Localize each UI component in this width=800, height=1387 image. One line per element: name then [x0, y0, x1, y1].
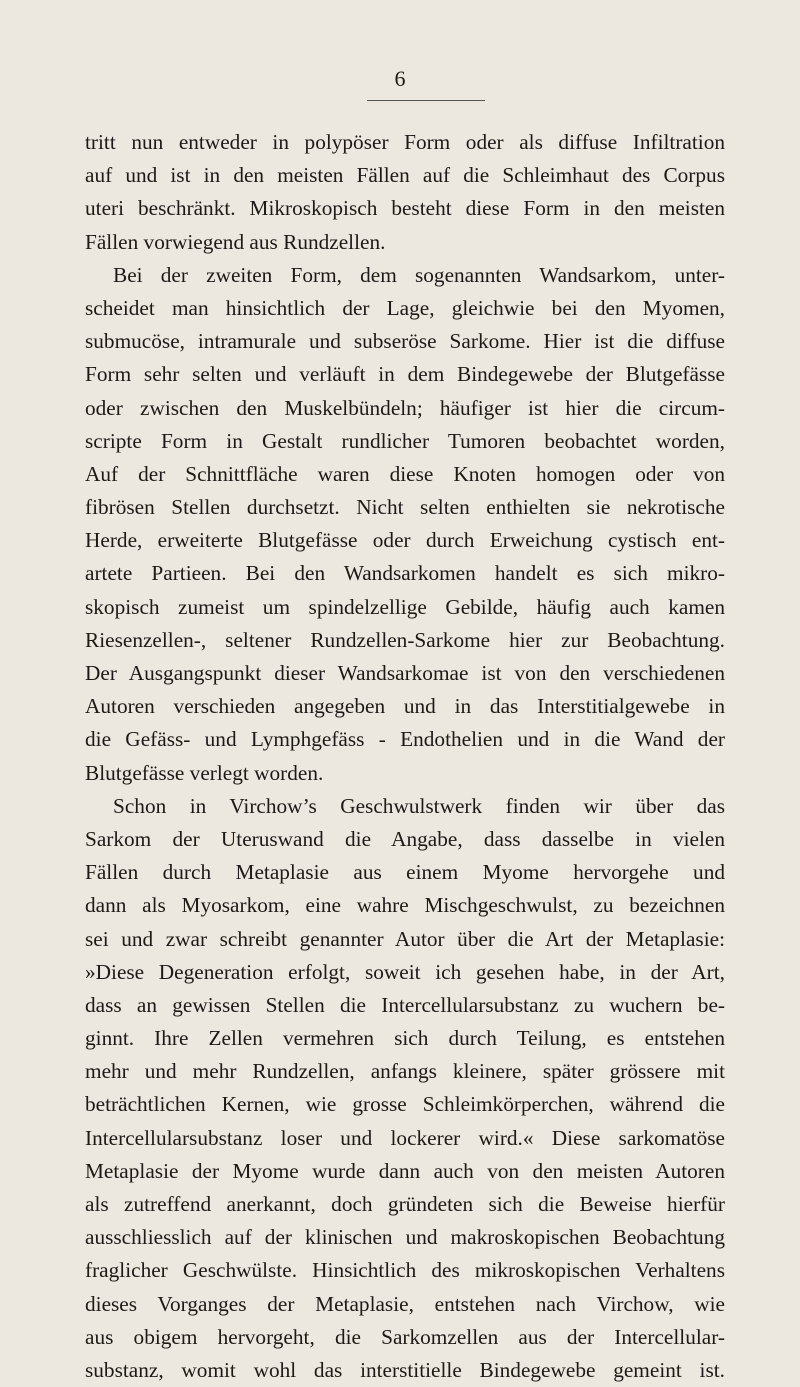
text-line: Herde, erweiterte Blutgefässe oder durch Erweichung cystisch ent-	[85, 528, 725, 553]
text-line: Sarkom der Uteruswand die Angabe, dass dasselbe in vielen	[85, 826, 725, 851]
text-line: Fällen vorwiegend aus Rundzellen.	[85, 229, 386, 254]
text-line: ginnt. Ihre Zellen vermehren sich durch Teilung, es entstehen	[85, 1026, 725, 1051]
text-line: Autoren verschieden angegeben und in das Interstitialgewebe in	[85, 694, 725, 719]
text-line: dann als Myosarkom, eine wahre Mischgeschwulst, zu bezeichnen	[85, 893, 725, 918]
text-line: Intercellularsubstanz loser und lockerer wird.« Diese sarkomatöse	[85, 1125, 725, 1150]
text-line: als zutreffend anerkannt, doch gründeten sich die Beweise hierfür	[85, 1192, 725, 1216]
text-line: Auf der Schnittfläche waren diese Knoten homogen oder von	[85, 461, 725, 486]
text-line: dieses Vorganges der Metaplasie, entstehen nach Virchow, wie	[85, 1291, 725, 1316]
text-line: Form sehr selten und verläuft in dem Bindegewebe der Blutgefässe	[85, 362, 725, 387]
text-line: Metaplasie der Myome wurde dann auch von den meisten Autoren	[85, 1158, 725, 1183]
text-line: Schon in Virchow’s Geschwulstwerk finden wir über das	[113, 793, 725, 818]
text-line: scheidet man hinsichtlich der Lage, gleichwie bei den Myomen,	[85, 295, 725, 320]
text-line: »Diese Degeneration erfolgt, soweit ich gesehen habe, in der Art,	[85, 959, 725, 984]
page-number: 6	[394, 66, 406, 91]
text-line: auf und ist in den meisten Fällen auf die Schleimhaut des Corpus	[85, 163, 725, 188]
text-body	[85, 126, 725, 1387]
text-line: tritt nun entweder in polypöser Form oder als diffuse Infiltration	[85, 130, 725, 154]
text-line: fibrösen Stellen durchsetzt. Nicht selten enthielten sie nekrotische	[85, 495, 725, 520]
text-line: dass an gewissen Stellen die Intercellularsubstanz zu wuchern be-	[85, 992, 725, 1017]
text-line: mehr und mehr Rundzellen, anfangs kleinere, später grössere mit	[85, 1059, 725, 1084]
text-line: fraglicher Geschwülste. Hinsichtlich des mikroskopischen Verhaltens	[85, 1258, 725, 1283]
text-line: scripte Form in Gestalt rundlicher Tumoren beobachtet worden,	[85, 428, 725, 453]
text-line: skopisch zumeist um spindelzellige Gebilde, häufig auch kamen	[85, 594, 725, 619]
text-line: oder zwischen den Muskelbündeln; häufiger ist hier die circum-	[85, 395, 725, 420]
text-line: submucöse, intramurale und subseröse Sarkome. Hier ist die diffuse	[85, 329, 725, 354]
text-line: aus obigem hervorgeht, die Sarkomzellen aus der Intercellular-	[85, 1324, 725, 1349]
text-line: Fällen durch Metaplasie aus einem Myome hervorgehe und	[85, 860, 725, 885]
text-line: Bei der zweiten Form, dem sogenannten Wandsarkom, unter-	[113, 262, 725, 287]
text-line: uteri beschränkt. Mikroskopisch besteht diese Form in den meisten	[85, 196, 725, 221]
text-line: beträchtlichen Kernen, wie grosse Schleimkörperchen, während die	[85, 1092, 725, 1117]
text-line: sei und zwar schreibt genannter Autor über die Art der Metaplasie:	[85, 926, 725, 951]
text-line: die Gefäss- und Lymphgefäss - Endothelien und in die Wand der	[85, 727, 725, 752]
text-line: ausschliesslich auf der klinischen und makroskopischen Beobachtung	[85, 1225, 725, 1250]
text-line: artete Partieen. Bei den Wandsarkomen handelt es sich mikro-	[85, 561, 725, 586]
header-rule	[367, 100, 485, 101]
text-line: Riesenzellen-, seltener Rundzellen-Sarkome hier zur Beobachtung.	[85, 627, 725, 652]
text-line: Blutgefässe verlegt worden.	[85, 760, 324, 785]
text-line: Der Ausgangspunkt dieser Wandsarkomae ist von den verschiedenen	[85, 661, 725, 685]
text-line: substanz, womit wohl das interstitielle Bindegewebe gemeint ist.	[85, 1357, 725, 1382]
